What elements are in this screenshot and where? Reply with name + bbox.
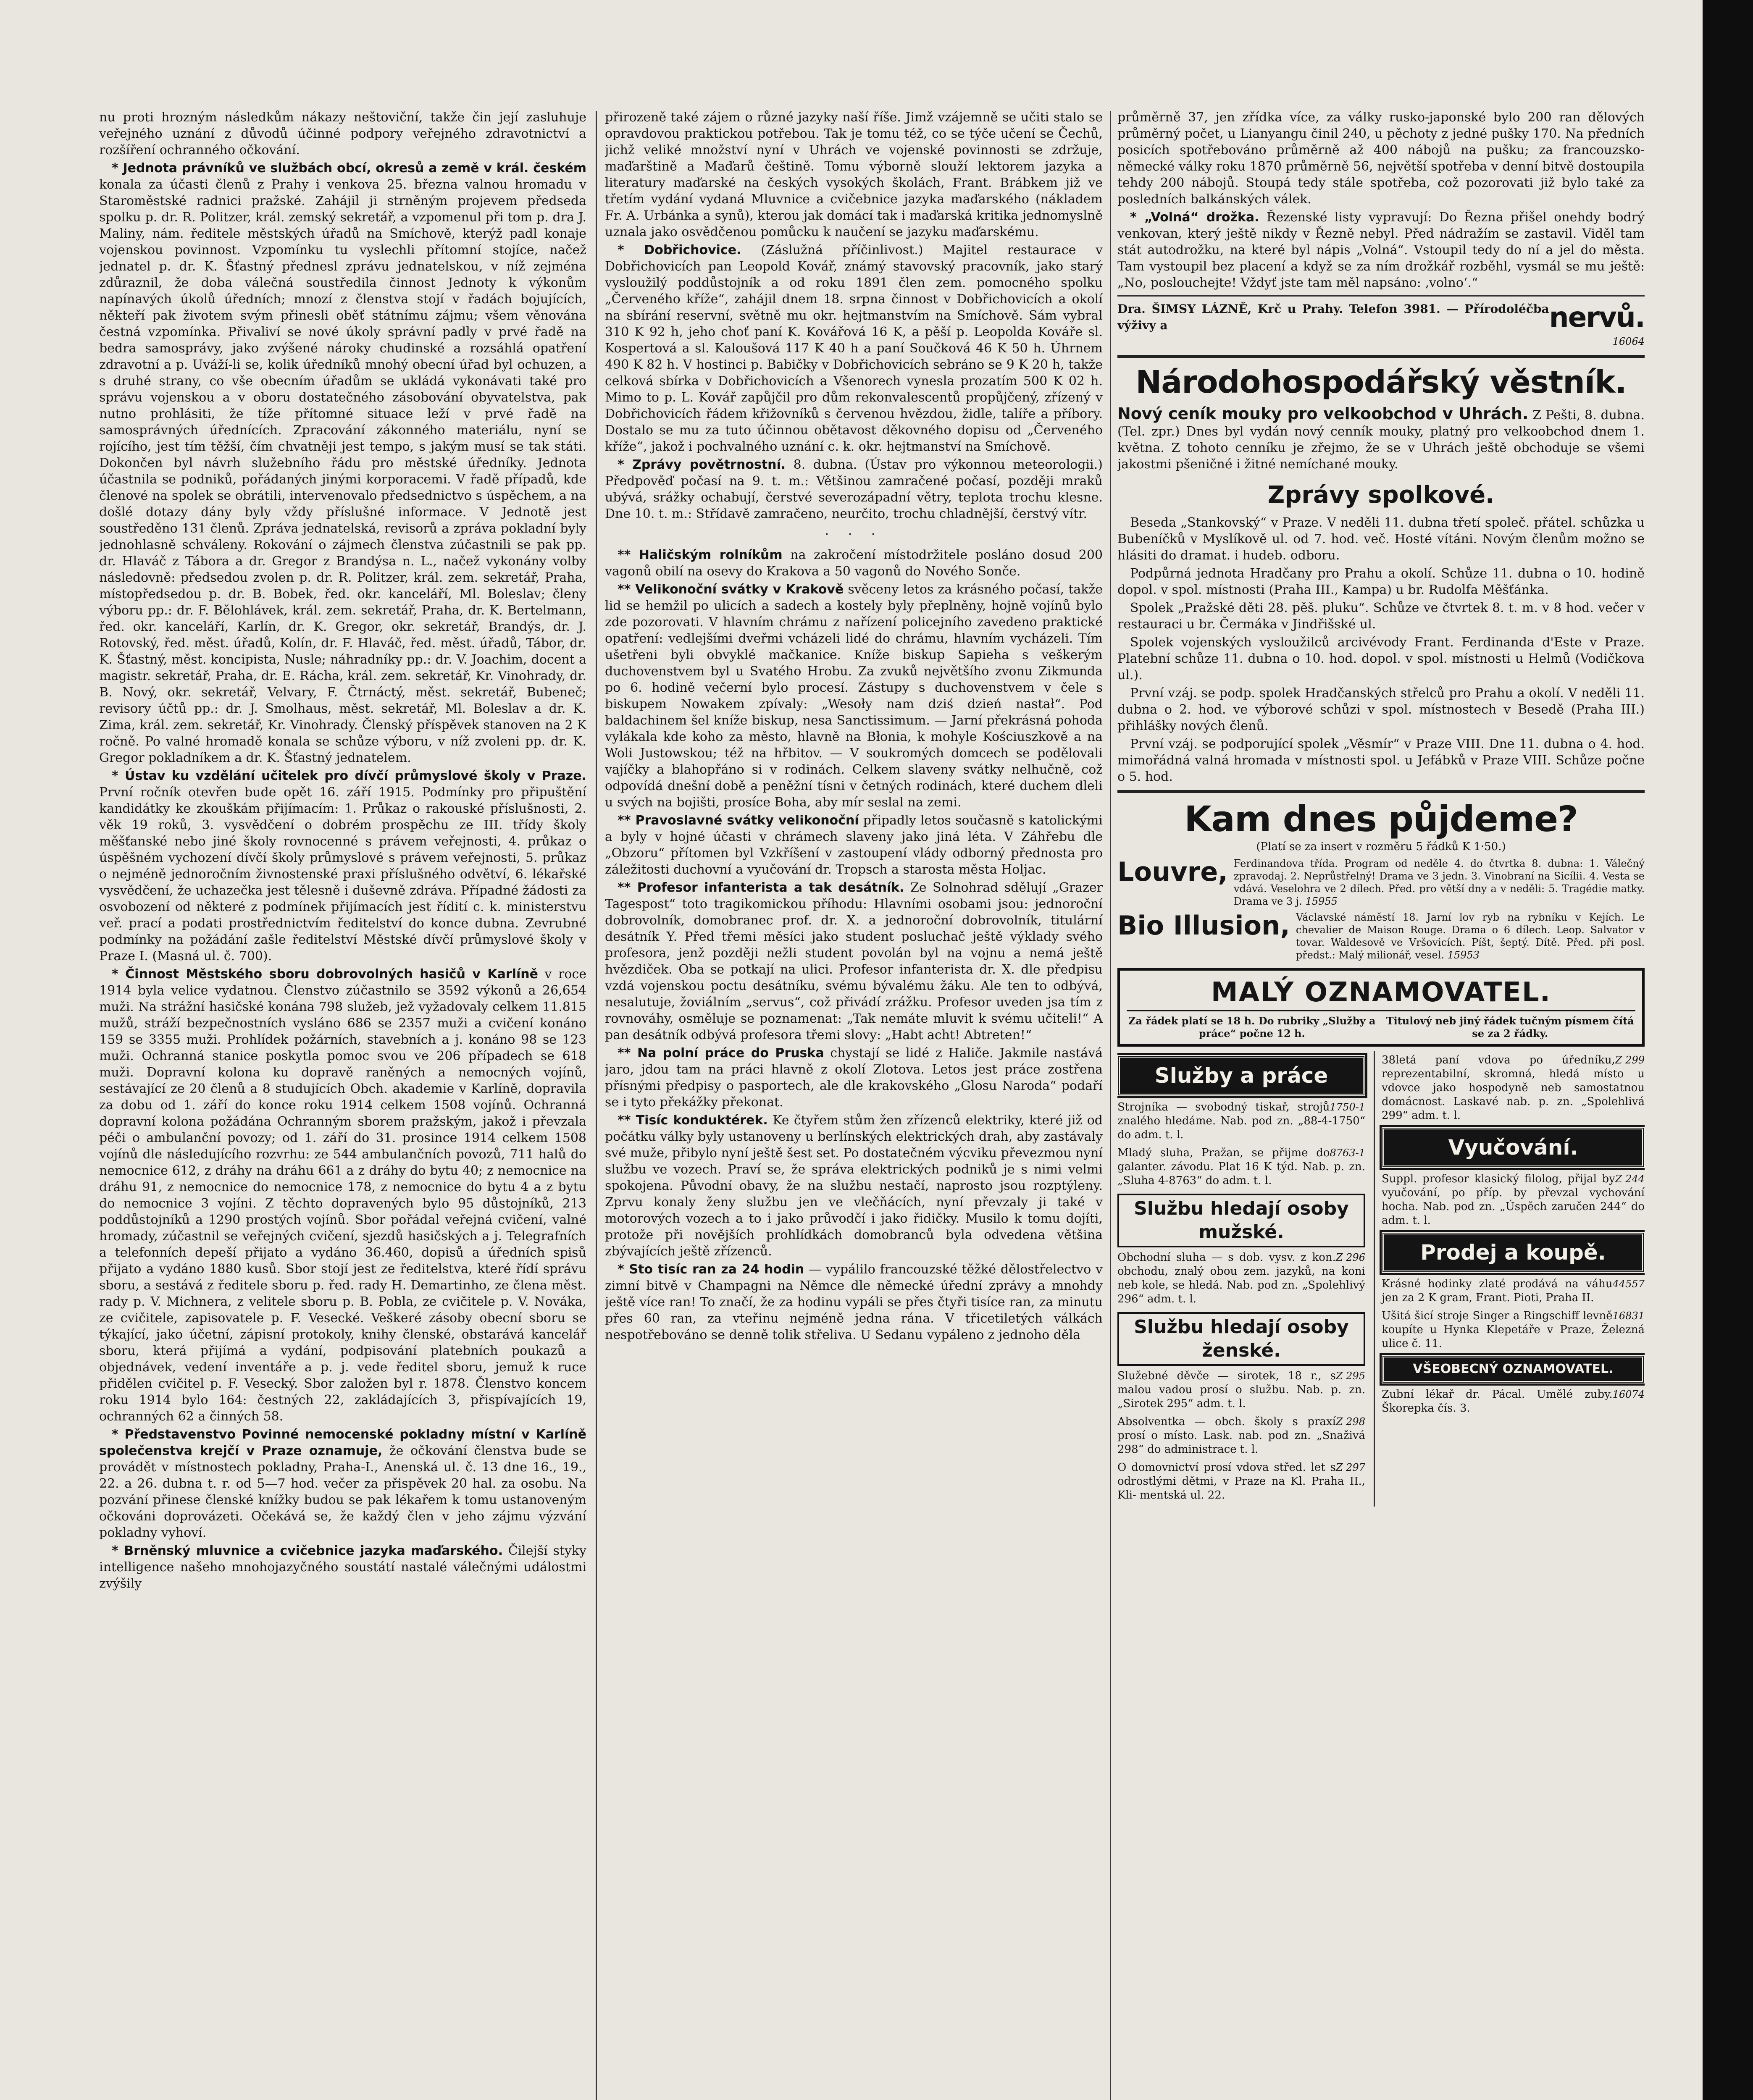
- ad-text: Absolventka — obch. školy s praxí prosí o místo. Lask. nab. pod zn. „Snaživá 298“ do administrace t. l.: [1117, 1415, 1365, 1456]
- divider: [1117, 295, 1645, 297]
- article-heading: ** Pravoslavné svátky velikonoční: [618, 813, 859, 828]
- ad-code: Z 297: [1335, 1462, 1365, 1473]
- article-text: Majitel restaurace v Dobřichovicích pan Leopold Kovář, známý stavovský pracovník, jako starý vysloužilý poddůstojník a od roku 1891 člen zem. pomocného spolku „Červeného kříže“, zahájil dnem 18. srpna činnost v Dobřichovicích a okolí na sbírání reservní, světně mu okr. hejtmanstvím na Smíchově. Sám vybral 310 K 92 h, jeho choť paní K. Kovářová 16 K, a pěší p. Leopolda Kováře sl. Kospertová a sl. Kaloušová 117 K 40 h a paní Součková 46 K 50 h. Úhrnem 490 K 82 h. V hostinci p. Babičky v Dobřichovicích sebráno se 9 K 20 h, takže celková sbírka v Dobřichovicích a Všenorech vynesla prozatím 500 K 02 h. Mimo to p. L. Kovář zapůjčil pro dům rekonvalescentů propůjčený, zřízený v Dobřichovicích řádem křižovníků s červenou hvězdou, židle, talíře a příbory. Dostalo se mu za tuto účinnou obětavost děkovného dopisu od „Červeného kříže“, jakož i pochvalného uznání c. k. okr. hejtmanství na Smíchově.: [605, 243, 1103, 454]
- ad-code: 1750-1: [1330, 1101, 1365, 1113]
- article-artillery: [605, 1261, 1103, 1343]
- article-conductresses: [605, 1112, 1103, 1260]
- article-heading: * Činnost Městského sboru dobrovolných hasičů v Karlíně: [112, 967, 538, 982]
- classified-ad: [1382, 1277, 1645, 1305]
- classified-ad: [1117, 1251, 1365, 1306]
- article-text: chystají se lidé z Haliče. Jakmile nastává jaro, jdou tam na práci hlavně z okolí Zlotova. Letos jest práce zostřena přísnými předpisy o pasportech, ale dle krakovského „Glosu Naroda“ podaří se i tyto překážky překonat.: [605, 1046, 1103, 1110]
- cinema-louvre: [1117, 857, 1645, 908]
- club-notice: Spolek vojenských vysloužilců arcivévody Frant. Ferdinanda d'Este v Praze. Platební schůze 11. dubna o 10. hod. dopol. v spol. místnosti u Helmů (Vodičkova ul.).: [1117, 635, 1645, 682]
- badge-sluzby: Služby a práce: [1117, 1055, 1365, 1096]
- article-text: na zakročení místodržitele posláno dosud 200 vagonů obilí na osevy do Krakova a 50 vagonů do Nového Sonče.: [605, 548, 1103, 579]
- scan-edge: [1703, 0, 1753, 2100]
- classified-ad: [1382, 1053, 1645, 1123]
- classified-ad: [1117, 1369, 1365, 1411]
- article-heading: ** Tisíc konduktérek.: [618, 1113, 768, 1128]
- ad-nervu-word: nervů.: [1549, 301, 1645, 333]
- ad-text: Obchodní sluha — s dob. vysv. z kon. obchodu, znalý obou zem. jazyků, na koni neb kole, se hledá. Nab. pod zn. „Spolehlivý 296“ adm. t. l.: [1117, 1251, 1365, 1305]
- article-text: — vypálilo francouzské těžké dělostřelectvo v zimní bitvě v Champagni na Němce dle německé úřední zprávy a mnohdy ještě více ran! To značí, že za hodinu vypáli se přes čtyři tisíce ran, za minutu přes 60 ran, za vteřinu nejméně jedna rána. V třicetiletých válkách nespotřebováno se denně tolik střeliva. U Sedanu vypáleno z jednoho děla: [605, 1262, 1103, 1342]
- article-insurance: [99, 1426, 586, 1541]
- section-title: Národohospodářský věstník.: [1135, 364, 1627, 400]
- article-heading: Nový ceník mouky pro velkoobchod v Uhrách.: [1117, 404, 1529, 423]
- article-grammar: [99, 1543, 586, 1592]
- ad-text: Krásné hodinky zlaté prodává na váhu jen za 2 K gram, Frant. Pioti, Praha II.: [1382, 1278, 1613, 1304]
- ad-text: Zubní lékař dr. Pácal. Umělé zuby. Škorepka čís. 3.: [1382, 1388, 1613, 1415]
- classifieds-right: [1374, 1051, 1645, 1507]
- paragraph: přirozeně také zájem o různé jazyky naší říše. Jimž vzájemně se učiti stalo se opravdovou praktickou potřebou. Tak je tomu též, co se týče učení se Čechů, jichž veliké množství nyní v Uhrách ve vojenské povinnosti se zdržuje, maďarštině a Maďarů češtině. Tomu výborně slouží lektorem jazyka a literatury maďarské na českých vysokých školách, Frant. Brábkem již ve třetím vydání vydaná Mluvnice a cvičebnice jazyka maďarského (nákladem Fr. A. Urbánka a synů), kterou jak domácí tak i maďarská kritika jednomyslně uznala jako osvědčenou pomůcku k naučení se jazyku maďarskému.: [605, 110, 1103, 239]
- ad-code: 15953: [1447, 949, 1480, 961]
- paragraph: nu proti hrozným následkům nákazy neštoviční, takže čin její zasluhuje veřejného uznání z důvodů účinné podpory veřejného zdravotnictví a rozšíření ochranného očkování.: [99, 110, 586, 158]
- badge-vyucovani: Vyučování.: [1382, 1127, 1645, 1168]
- ad-text: O domovnictví prosí vdova střed. let s odrostlými dětmi, v Praze na Kl. Praha II., Kli- mentská ul. 22.: [1117, 1461, 1365, 1502]
- ad-code: 44557: [1612, 1278, 1645, 1290]
- classified-ad: [1117, 1415, 1365, 1457]
- badge-oznamovatel: VŠEOBECNÝ OZNAMOVATEL.: [1382, 1355, 1645, 1383]
- article-text: v roce 1914 byla velice vydatnou. Členstvo zúčastnilo se 3592 výkonů a 26,654 muži. Na strážní hasičské konána 798 služeb, jež vyžadovaly celkem 11.815 mužů, stráží bezpečnostních vysláno 686 se 2357 muži a cvičení konáno 159 se 3355 muži. Prohlídek požárních, stavebních a j. konáno 98 se 123 muži. Ochranná stanice poskytla pomoc svou ve 206 případech se 618 muži. Dopravní kolona ku dopravě raněných a nemocných vojínů, sestávající ze 20 členů a 8 studujících Obch. akademie v Karlíně, dopravila za dobu od 1. září do konce roku 1914 celkem 1508 vojínů. Ochranná dopravní kolona požádána Ochranným sborem pražským, jakož i převzala péči o ambulanční povozy; od 1. září do 31. prosince 1914 celkem 1508 vojínů dle následujícího rozvrhu: ze 544 ambulančních povozů, 711 halů do nemocnice 612, z dráhy na dráhu 661 a z dráhy do bytu 40; z nemocnice na dráhu 91, z nemocnice do nemocnice 178, z nemocnice do bytu 4 a z bytu do nemocnice 3 vojíni. Z těchto dopravených bylo 95 důstojníků, 213 poddůstojníků a 1290 prostých vojínů. Sbor pořádal veřejná cvičení, valné hromady, zúčastnil se veřejných cvičení, sjezdů hasičských a j. Telegrafních a telefonních depeší přijato a vydáno 36.460, dopisů a úředních spisů přijato a vydáno 1880 kusů. Sbor stojí jest ze ředitelstva, které řídí správu sboru, a sestává z ředitele sboru p. řed. rady H. Demartinho, ze člena měst. rady p. V. Michnera, z velitele sboru p. B. Pobla, ze cvičitele p. V. Nováka, ze cvičitele, zapisovatele p. F. Vesecké. Veškeré zásoby obecní sboru se týkající, jako účetní, zápisní protokoly, knihy členské, obstarává kancelář sboru, která přijímá a vydání, podpisování platebních poukazů a objednávek, vedení inventáře a p. j. vede ředitel sboru, jemuž k ruce přidělen cvičitel p. F. Vesecký. Sbor založen byl r. 1878. Členstvo koncem roku 1914 bylo 164: čestných 22, zakládajících 3, přispívajících 19, ochranných 62 a činných 58.: [99, 967, 586, 1424]
- article-heading: * Dobřichovice.: [618, 243, 741, 257]
- ad-text: Mladý sluha, Pražan, se přijme do galanter. závodu. Plat 16 K týd. Nab. p. zn. „Sluha 4-8763“ do adm. t. l.: [1117, 1147, 1365, 1187]
- classified-ad: [1382, 1309, 1645, 1351]
- ad-code: Z 298: [1335, 1416, 1365, 1428]
- ad-code: 16831: [1612, 1310, 1645, 1322]
- separator-dots: · · ·: [825, 527, 883, 542]
- classified-ad: [1117, 1100, 1365, 1142]
- article-text: První ročník otevřen bude opět 16. září 1915. Podmínky pro připuštění kandidátky ke zkouškám přijímacím: 1. Průkaz o rakouské příslušnosti, 2. věk 19 roků, 3. vysvědčení o dobrém prospěchu ze III. třídy školy měšťanské nebo jiné školy rovnocenné s právem veřejnosti, 4. průkaz o úspěšném vychození dívčí školy průmyslové s právem veřejnosti, 5. průkaz o nejméně jednoročním živnostenské praxi příslušného odvětví, 6. lékařské vysvědčení, že uchazečka jest tělesně i duševně zdráva. Případné žádosti za osvobození od některé z podmínek přijímacích jest řídití c. k. ministerstvu veř. prací a podati prostřednictvím ředitelství do konce dubna. Zevrubné podmínky na požádání zašle ředitelství Městské dívčí průmyslové školy v Praze I. (Masná ul. č. 700).: [99, 785, 586, 963]
- article-text: Řezenské listy vypravují: Do Řezna přišel onehdy bodrý venkovan, který ještě nikdy v Řezně nebyl. Před nádražím se zastavil. Viděl tam stát autodrožku, na které byl nápis „Volná“. Vstoupil tedy do ní a jel do města. Tam vystoupil bez placení a když se za ním drožkář rozběhl, vysmál se mu ještě: „No, poslouchejte! Vždyť jste tam měl napsáno: ‚volno‘.“: [1117, 210, 1645, 290]
- ad-text: Ušitá šicí stroje Singer a Ringschiff levně koupíte u Hynka Klepetáře v Praze, Železná ulice č. 11.: [1382, 1310, 1645, 1350]
- article-weather: [605, 457, 1103, 522]
- article-drozka: [1117, 209, 1645, 291]
- column-rule: [1110, 111, 1111, 2100]
- column-rule: [596, 111, 597, 2100]
- article-prussia: [605, 1045, 1103, 1110]
- club-notice: Podpůrná jednota Hradčany pro Prahu a okolí. Schůze 11. dubna o 10. hodině dopol. v spol. místnosti (Praha III., Kampa) u br. Rudolfa Měšťánka.: [1117, 566, 1645, 597]
- divider: [1117, 790, 1645, 793]
- ad-code: 16064: [1612, 336, 1645, 347]
- article-text: konala za účasti členů z Prahy i venkova 25. března valnou hromadu v Staroměstské radnici pražské. Zahájil ji strněným projevem předseda spolku p. dr. R. Politzer, král. zemský sekretář, a vzpomenul při tom p. dra J. Maliny, nám. ředitele městských úřadů na Smíchově, kterýž padl konaje vojenskou povinnost. Vzpomínku tu vyslechli přítomní stojíce, načež jednatel p. dr. K. Šťastný přednesl zprávu jednatelskou, v níž zejména zdůraznil, že doba válečná soustředila činnost Jednoty k výkonům napínavých úkolů úředních; mnozí z členstva stojí v řadách bojujících, někteří pak životem svým přinesli oběť státnímu zájmu; všem věnována čestná vzpomínka. Přivaliví se nové úkoly správní padly v prvé řadě na bedra samosprávy, jako zvýšené nároky chudinské a rozsáhlá opatření zdravotní a p. Uváží-li se, kolik úředníků mnohý obecní úřad byl ochuzen, a s druhé strany, co vše obecním úřadům se ukládá vykonávati také pro správu vojenskou a v oboru dostatečného zásobování obyvatelstva, pak nutno prohlásiti, že tíže přítomné situace leží v prvé řadě na samosprávných úřednících. Zpracování zákonného materiálu, nyní se rojícího, jest tím těžší, čím chvatněji jest tempo, s jakým musí se tak státi. Dokončen byl návrh služebního řádu pro městské úředníky. Jednota účastnila se podniků, pořádaných jinými korporacemi. V řadě případů, kde členové na spolek se obrátili, intervenovalo předsednictvo s úspěchem, a na došlé dotazy dány byly vždy příslušné informace. V Jednotě jest soustředěno 131 členů. Zpráva jednatelská, revisorů a zpráva pokladní byly jednohlasně schváleny. Rokování o zájmech členstva zúčastnili se pak pp. dr. Hlaváč z Tábora a dr. Gregor z Brandýsa n. L., načež vykonány volby následovně: předsedou zvolen p. dr. R. Politzer, král. zem. sekretář, Praha, místopředsedou p. dr. B. Bobek, řed. okr. kanceláří, Ml. Boleslav; členy výboru pp.: dr. F. Bělohlávek, král. zem. sekretář, Praha, dr. K. Bertelmann, řed. okr. kanceláří, Karlín, dr. K. Gregor, okr. sekretář, Brandýs, dr. J. Rotovský, řed. měst. úřadů, Kolín, dr. F. Hlaváč, řed. měst. úřadů, Tábor, dr. K. Šťastný, měst. koncipista, Nusle; náhradníky pp.: dr. V. Joachim, docent a magistr. sekretář, Praha, dr. E. Rácha, král. zem. sekretář, Kr. Vinohrady, dr. B. Nový, okr. sekretář, Velvary, F. Čtrnáctý, měst. sekretář, Bubeneč; revisory účtů pp.: dr. J. Smolhaus, měst. sekretář, Ml. Boleslav a dr. K. Zima, král. zem. sekretář, Kr. Vinohrady. Členský příspěvek stanoven na 2 K ročně. Po valné hromadě konala se schůze výboru, v níž zvoleni pp. dr. K. Gregor pokladníkem a dr. K. Šťastný jednatelem.: [99, 177, 586, 765]
- classified-ad: [1117, 1461, 1365, 1502]
- article-heading: * „Volná“ drožka.: [1130, 210, 1259, 225]
- classifieds-left: [1117, 1051, 1365, 1507]
- article-text: Čilejší styky intelligence našeho mnohojazyčného soustátí nastalé válečnými událostmi zvýšily: [99, 1544, 586, 1591]
- ad-text: Dra. ŠIMSY LÁZNĚ, Krč u Prahy. Telefon 3981. — Přírodoléčba výživy a: [1117, 302, 1549, 332]
- ad-text: Služebné děvče — sirotek, 18 r., s malou vadou prosí o službu. Nab. p. zn. „Sirotek 295“ adm. t. l.: [1117, 1370, 1365, 1410]
- article-heading: * Jednota právníků ve službách obcí, okresů a země v král. českém: [112, 161, 586, 176]
- ad-code: 8763-1: [1330, 1147, 1365, 1159]
- section-title: Kam dnes půjdeme?: [1184, 798, 1578, 840]
- classifieds-title: MALÝ OZNAMOVATEL.: [1211, 977, 1551, 1008]
- cinema-bio-illusion: [1117, 911, 1645, 961]
- cinema-name: Louvre,: [1117, 856, 1228, 887]
- classifieds: [1117, 1051, 1645, 1507]
- article-text: Z Pešti, 8. dubna. (Tel. zpr.) Dnes byl vydán nový cenník mouky, platný pro velkoobchod dnem 1. května. Z tohoto cenníku je zřejmo, že se v Uhrách ještě obchoduje se všemi jakostmi pšeničné i žitné nemíchané mouky.: [1117, 408, 1645, 472]
- column-2: [605, 109, 1103, 2100]
- article-text: připadly letos současně s katolickými a byly v hojné účasti v chrámech slaveny jako jiná léta. V Záhřebu dle „Obzoru“ přítomen byl Vzkříšení v zastoupení vlády odborný přednosta pro záležitosti duchovní a vyučování dr. Tropsch a starosta města Holjac.: [605, 813, 1103, 877]
- cinema-name: Bio Illusion,: [1117, 910, 1290, 941]
- ad-code: Z 295: [1335, 1370, 1365, 1382]
- article-orthodox: [605, 812, 1103, 878]
- article-text: 8. dubna. (Ústav pro výkonnou meteorologii.) Předpověď počasí na 9. t. m.: Většinou zamračené počasí, později mraků ubývá, srážky ochabují, čerstvé severozápadní větry, teplota trochu klesne. Dne 10. t. m.: Střídavě zamračeno, neurčito, trochu chladnější, čerstvý vítr.: [605, 457, 1103, 521]
- article-heading: * Ústav ku vzdělání učitelek pro dívčí průmyslové školy v Praze.: [112, 769, 586, 783]
- classified-ad: [1382, 1172, 1645, 1228]
- article-subheading: (Záslužná příčinlivost.): [761, 243, 923, 257]
- club-notice: První vzáj. se podp. spolek Hradčanských střelců pro Prahu a okolí. V neděli 11. dubna o 2. hod. ve výborové schůzi v spol. místnostech v Besedě (Praha III.) přihlášky nových členů.: [1117, 686, 1645, 733]
- section-title: Zprávy spolkové.: [1267, 481, 1495, 509]
- cinema-program: Ferdinandova třída. Program od neděle 4. do čtvrtka 8. dubna: 1. Válečný zpravodaj. 2. Neprůstřelný! Drama ve 3 jedn. 3. Vinobraní na Sicílii. 4. Vesta se vdává. Veselohra ve 2 dílech. Před. pro větší dny a v neděli: 5. Tragédie matky. Drama ve 3 j.: [1233, 858, 1645, 907]
- article-text: Ke čtyřem stům žen zřízenců elektriky, které již od počátku války byly ustanoveny u berlínských elektrických drah, aby zastávaly své muže, přibylo nyní ještě šest set. Po dostatečném výcviku převezmou nyní službu ve vozech. Praví se, že správa elektrických podniků je s nimi velmi spokojena. Původní obavy, že na službu nestačí, naprosto jsou rozptýleny. Zprvu konaly ženy službu jen ve vlečňácích, nyní převzaly ji také v motorových vozech a to i jako průvodčí i jako řidičky. Musilo k tomu dojíti, protože při novějších prohlídkách domobranců byla odvedena většina zbývajících ještě zřízenců.: [605, 1113, 1103, 1259]
- ad-text: Suppl. profesor klasický filolog, přijal by vyučování, po příp. by převzal vychování hocha. Nab. pod zn. „Úspěch zaručen 244“ do adm. t. l.: [1382, 1173, 1645, 1227]
- article-text: že očkování členstva bude se provádět v místnostech pokladny, Praha-I., Anenská ul. č. 13 dne 16., 19., 22. a 26. dubna t. r. od 5—7 hod. večer za přispěvek 20 hal. za osobu. Na pozvání přinese členské knížky budou se pak lékařem k tomu ustanoveným očkováni doprovázeti. Očekává se, že každý člen v jeho zájmu výzvání pokladny vyhoví.: [99, 1444, 586, 1540]
- divider: [1117, 355, 1645, 358]
- ad-code: Z 299: [1615, 1054, 1645, 1066]
- insert-note: (Platí se za insert v rozměru 5 řádků K 1·50.): [1256, 840, 1506, 853]
- classifieds-header: [1117, 968, 1645, 1047]
- badge-prodej: Prodej a koupě.: [1382, 1232, 1645, 1273]
- box-heading-women: Službu hledají osoby ženské.: [1117, 1312, 1365, 1366]
- club-notice: První vzáj. se podporující spolek „Věsmír“ v Praze VIII. Dne 11. dubna o 4. hod. mimořádná valná hromada v místnosti spol. u Jefábků v Praze VIII. Schůze počne o 5. hod.: [1117, 737, 1645, 784]
- article-text: svěceny letos za krásného počasí, takže lid se hemžil po ulicích a sadech a kostely byly přeplněny, hojně vojínů bylo zde pozorovati. V hlavním chrámu z nařízení policejního zavedeno praktické opatření: vedlejšími dveřmi vcházeli lidé do chrámu, hlavním vycházeli. Tím ušetřeni byli obvyklé mačkanice. Kníže biskup Sapieha s veškerým duchovenstvem byl u Svatého Hrobu. Za zvuků největšího zvonu Zikmunda po 6. hodině večerní bylo procesí. Zástupy s duchovenstvem v čele s biskupem Nowakem zpívaly: „Wesoły nam dziś dzień nastał“. Pod baldachinem šel kníže biskup, nesa Sanctissimum. — Jarní překrásná pohoda vylákala kde koho za město, hlavně na Błonia, k mohyle Kościuszkově a na Woli Justowskou; též na hřbitov. — V soukromých domcech se podělovali vajíčky a blahopřáno si v rodinách. Celkem slaveny svátky nelhučně, což odpovídá dnešní době a peněžní tísni v četných rodinách, které duchem dleli u svých na bojišti, prosíce Boha, aby mír seslal na zemi.: [605, 582, 1103, 810]
- ad-code: 16074: [1612, 1389, 1645, 1400]
- classifieds-price-left: Za řádek platí se 18 h. Do rubriky „Služby a práce“ počne 12 h.: [1128, 1015, 1376, 1040]
- article-heading: * Zprávy povětrnostní.: [618, 457, 786, 472]
- article-heading: ** Profesor infanterista a tak desátník.: [618, 880, 904, 895]
- article-heading: ** Haličským rolníkům: [618, 548, 783, 562]
- article-heading: ** Na polní práce do Pruska: [618, 1046, 824, 1060]
- ad-code: Z 296: [1335, 1252, 1365, 1263]
- article-farmers: [605, 547, 1103, 580]
- column-1: [99, 109, 586, 2100]
- classifieds-price-right: Titulový neb jiný řádek tučným písmem čítá se za 2 řádky.: [1386, 1015, 1634, 1040]
- article-heading: ** Velikonoční svátky v Krakově: [618, 582, 844, 597]
- article-school: [99, 768, 586, 964]
- classified-ad: [1382, 1388, 1645, 1415]
- article-heading: * Představenstvo Povinné nemocenské pokladny místní v Karlíně společenstva krejčí v Praze oznamuje,: [99, 1427, 586, 1458]
- article-krakow: [605, 581, 1103, 811]
- article-dobrichovice: [605, 242, 1103, 455]
- club-notice: Spolek „Pražské děti 28. pěš. pluku“. Schůze ve čtvrtek 8. t. m. v 8 hod. večer v restauraci u br. Čermáka v Jindřišské ul.: [1117, 601, 1645, 632]
- paragraph: průměrně 37, jen zřídka více, za války rusko-japonské bylo 200 ran dělových průměrný počet, u Lianyangu činil 240, u pěchoty z jedné pušky 170. Na předních posicích spotřebováno průměrně až 400 nábojů na pušku; za francouzsko-německé války roku 1870 průměrně 56, největší spotřeba v denní bitvě dostoupila tehdy 200 nábojů. Stoupá tedy stále spotřeba, což pozorovati již bylo také za posledních balkánských válek.: [1117, 110, 1645, 207]
- cinema-program: Václavské náměstí 18. Jarní lov ryb na rybníku v Kejích. Le chevalier de Maison Rouge. Drama o 6 dílech. Leop. Salvator v tovar. Waldesově ve Vršovicích. Píšt, šeptý. Dítě. Před. při posl. předst.: Malý milionář, vesel.: [1296, 911, 1645, 961]
- ad-text: Strojníka — svobodný tiskař, strojů znalého hledáme. Nab. pod zn. „88-4-1750“ do adm. t. l.: [1117, 1101, 1365, 1141]
- ad-code: Z 244: [1615, 1173, 1645, 1185]
- column-3: [1117, 109, 1645, 2100]
- article-heading: * Sto tisíc ran za 24 hodin: [618, 1262, 804, 1277]
- ad-code: 15955: [1305, 895, 1338, 907]
- classified-ad: [1117, 1146, 1365, 1188]
- article-heading: * Brněnský mluvnice a cvičebnice jazyka maďarského.: [112, 1544, 503, 1558]
- article-firefighters: [99, 966, 586, 1425]
- club-notice: Beseda „Stankovský“ v Praze. V neděli 11. dubna třetí společ. přátel. schůzka u Bubeníčků v Myslíkově ul. od 7. hod. več. Hosté vítáni. Novým členům možno se hlásiti do dramat. i hudeb. odboru.: [1117, 515, 1645, 563]
- article-lakes: [99, 160, 586, 766]
- box-heading-men: Službu hledají osoby mužské.: [1117, 1194, 1365, 1247]
- ad-nervu: [1117, 301, 1645, 333]
- article-text: Ze Solnohrad sdělují „Grazer Tagespost“ toto tragikomickou příhodu: Hlavními osobami jsou: jednoroční dobrovolník, domobranec prof. dr. X. a jednoroční dobrovolník, titulární desátník Y. Před třemi měsíci jako student posluchač ještě výklady svého profesora, jenž později nežli student povolán byl na vojnu a nemá ještě hvězdiček. Oba se potkají na ulici. Profesor infanterista dr. X. dle předpisu vzdá vojenskou poctu desátníku, svému bývalému žáku. Ale ten to odbývá, nesalutuje, žoviálním „servus“, což přivádí zrážku. Profesor uveden jsa tím z rovnováhy, osměluje se poznamenat: „Tak nemáte mluvit k svému učiteli!“ A pan desátník odbývá profesora třemi slovy: „Habt acht! Abtreten!“: [605, 880, 1103, 1042]
- article-professor: [605, 879, 1103, 1043]
- ad-text: 38letá paní vdova po úředníku, reprezentabilní, skromná, hledá místo u vdovce jako hospodyně neb samostatnou domácnost. Laskavé nab. p. zn. „Spolehlivá 299“ adm. t. l.: [1382, 1054, 1645, 1122]
